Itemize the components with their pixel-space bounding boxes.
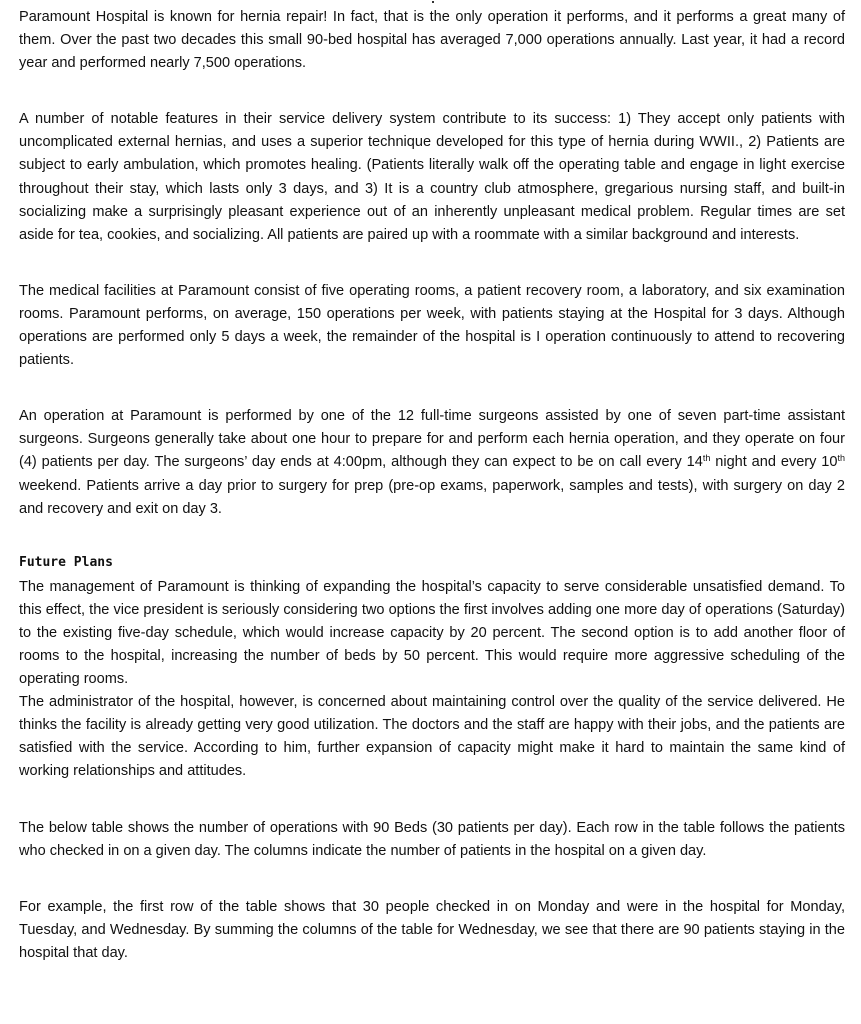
- future-plans-paragraph-2: The administrator of the hospital, however, is concerned about maintaining control over the quality of the service delivered. He thinks the facility is already getting very good utilization. The doctors and the staff are happy with their jobs, and the patients are satisfied with the service. According to him, further expansion of capacity might make it hard to maintain the same kind of working relationships and attitudes.: [19, 694, 845, 780]
- stray-mark: [432, 1, 434, 3]
- spacer: [19, 75, 845, 108]
- spacer: [19, 247, 845, 280]
- spacer: [19, 784, 845, 817]
- document-page: [19, 0, 845, 965]
- future-plans-heading: Future Plans: [19, 554, 113, 570]
- surgeons-text-3: weekend. Patients arrive a day prior to surgery for prep (pre-op exams, paperwork, samples and tests), with surgery on day 2 and recovery and exit on day 3.: [19, 477, 845, 517]
- future-plans-paragraph-1: The management of Paramount is thinking of expanding the hospital’s capacity to serve considerable unsatisfied demand. To this effect, the vice president is seriously considering two options the first involves adding one more day of operations (Saturday) to the existing five-day schedule, which would increase capacity by 20 percent. The second option is to add another floor of rooms to the hospital, increasing the number of beds by 50 percent. This would require more aggressive scheduling of the operating rooms.: [19, 578, 845, 688]
- facilities-paragraph: The medical facilities at Paramount consist of five operating rooms, a patient recovery room, a laboratory, and six examination rooms. Paramount performs, on average, 150 operations per week, with patients staying at the Hospital for 3 days. Although operations are performed only 5 days a week, the remainder of the hospital is I operation continuously to attend to recovering patients.: [19, 282, 845, 369]
- surgeons-text-1: An operation at Paramount is performed by one of the 12 full-time surgeons assisted by one of seven part-time assistant surgeons. Surgeons generally take about one hour to prepare for and perform each hernia operation, and they operate on four (4) patients per day. The surgeons’ day ends at 4:00pm, although they can expect to be on call every 14: [19, 408, 845, 471]
- table-intro-paragraph: The below table shows the number of operations with 90 Beds (30 patients per day). Each row in the table follows the patients who checked in on a given day. The columns indicate the number of patients in the hospital on a given day.: [19, 819, 845, 859]
- page-top-edge: [19, 0, 845, 6]
- spacer: [19, 372, 845, 405]
- surgeons-paragraph: [19, 405, 845, 520]
- features-paragraph: A number of notable features in their service delivery system contribute to its success: 1) They accept only patients with uncomplicated external hernias, and uses a superior technique developed for this type of hernia during WWII., 2) Patients are subject to early ambulation, which promotes healing. (Patients literally walk off the operating table and engage in light exercise throughout their stay, which lasts only 3 days, and 3) It is a country club atmosphere, gregarious nursing staff, and built-in socializing make a surprisingly pleasant experience out of an inherently unpleasant medical problem. Regular times are set aside for tea, cookies, and socializing. All patients are paired up with a roommate with a similar background and interests.: [19, 111, 845, 243]
- ordinal-suffix: th: [837, 453, 846, 464]
- surgeons-text-2: night and every 10: [710, 454, 838, 471]
- spacer: [19, 863, 845, 896]
- spacer: [19, 521, 845, 551]
- ordinal-suffix: th: [702, 453, 711, 464]
- example-paragraph: For example, the first row of the table shows that 30 people checked in on Monday and were in the hospital for Monday, Tuesday, and Wednesday. By summing the columns of the table for Wednesday, we see that there are 90 patients staying in the hospital that day.: [19, 898, 845, 961]
- intro-paragraph: Paramount Hospital is known for hernia repair! In fact, that is the only operation it performs, and it performs a great many of them. Over the past two decades this small 90-bed hospital has averaged 7,000 operations annually. Last year, it had a record year and performed nearly 7,500 operations.: [19, 9, 845, 72]
